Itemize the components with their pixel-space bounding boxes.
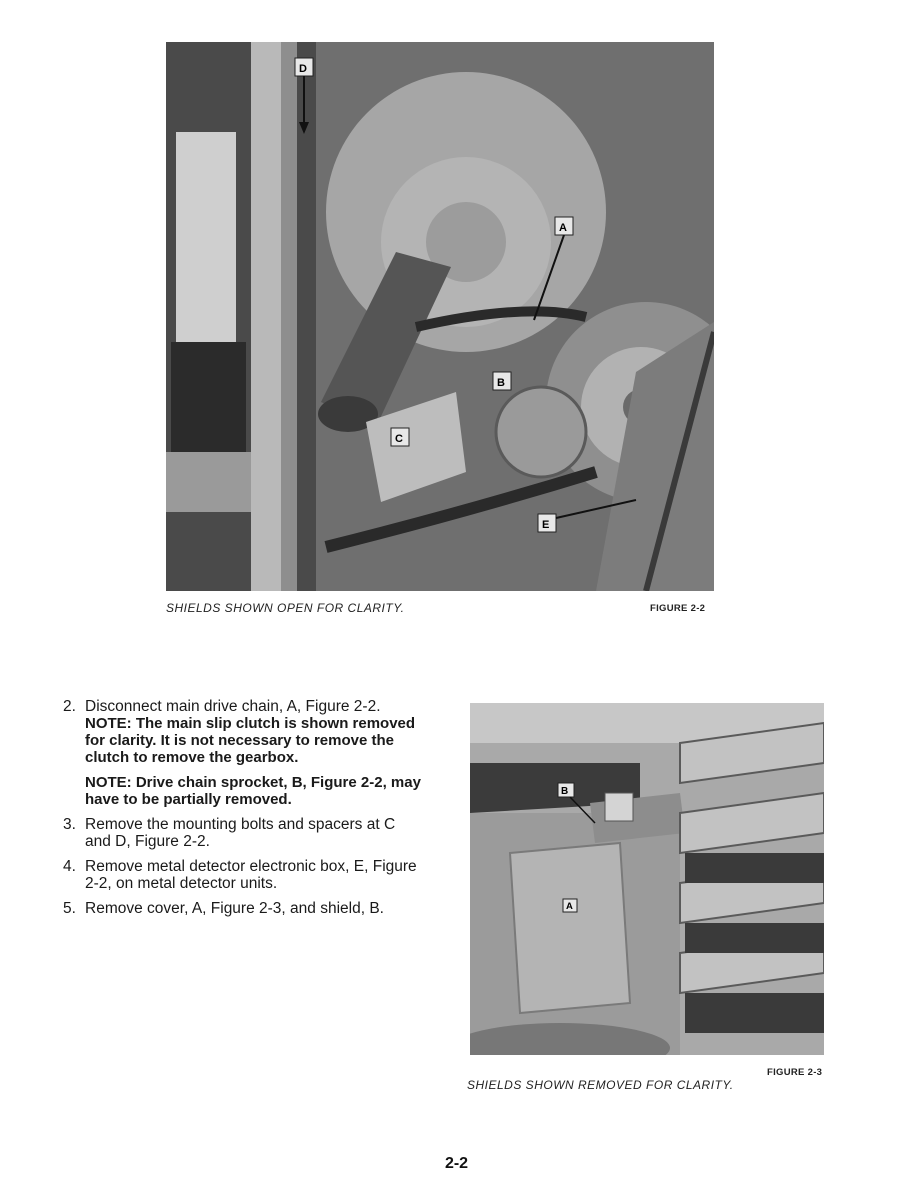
figure-2-3-caption: SHIELDS SHOWN REMOVED FOR CLARITY. bbox=[467, 1078, 734, 1092]
figure-2-2-caption: SHIELDS SHOWN OPEN FOR CLARITY. bbox=[166, 601, 405, 615]
step-text: Remove the mounting bolts and spacers at C and D, Figure 2-2. bbox=[85, 816, 396, 850]
callout-e-text: E bbox=[542, 519, 550, 531]
note-block bbox=[85, 774, 423, 808]
callout-b bbox=[493, 372, 511, 390]
callout-a-text: A bbox=[566, 901, 573, 912]
callout-d-text: D bbox=[299, 63, 307, 75]
note-slip-clutch: NOTE: The main slip clutch is shown removed for clarity. It is not necessary to remove the clutch to remove the gearbox. bbox=[85, 715, 416, 766]
figure-2-3-label: FIGURE 2-3 bbox=[767, 1067, 823, 1078]
figure-2-3-photo bbox=[470, 703, 824, 1055]
step-3 bbox=[63, 816, 423, 850]
step-text: Remove cover, A, Figure 2-3, and shield, B. bbox=[85, 900, 384, 917]
note-block bbox=[85, 715, 423, 766]
instruction-steps bbox=[63, 698, 423, 925]
step-4 bbox=[63, 858, 423, 892]
callout-b-text: B bbox=[561, 786, 569, 797]
callout-b-text: B bbox=[497, 377, 505, 389]
step-text: Disconnect main drive chain, A, Figure 2-2. bbox=[85, 698, 381, 715]
step-5 bbox=[63, 900, 423, 917]
step-number: 2. bbox=[63, 698, 76, 715]
step-2 bbox=[63, 698, 423, 715]
figure-2-2-photo bbox=[166, 42, 714, 591]
callout-c-text: C bbox=[395, 433, 403, 445]
step-number: 5. bbox=[63, 900, 76, 917]
note-drive-sprocket: NOTE: Drive chain sprocket, B, Figure 2-2, may have to be partially removed. bbox=[85, 774, 421, 808]
callout-a-text: A bbox=[559, 222, 567, 234]
page-number: 2-2 bbox=[444, 1155, 469, 1172]
figure-2-2-label: FIGURE 2-2 bbox=[650, 603, 706, 614]
callout-c bbox=[391, 428, 409, 446]
step-number: 3. bbox=[63, 816, 76, 833]
step-number: 4. bbox=[63, 858, 76, 875]
step-text: Remove metal detector electronic box, E, Figure 2-2, on metal detector units. bbox=[85, 858, 417, 892]
callout-a bbox=[563, 899, 577, 912]
